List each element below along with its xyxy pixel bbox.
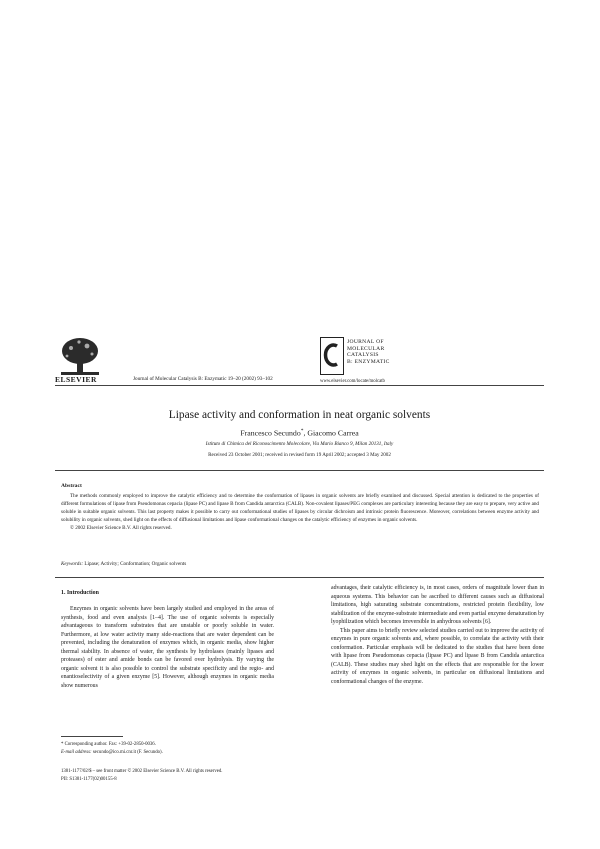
received-dates: Received 23 October 2001; received in revised form 19 April 2002; accepted 3 May 2002 bbox=[208, 452, 391, 458]
journal-logo-icon bbox=[320, 337, 344, 375]
right-column bbox=[331, 584, 544, 687]
author-carrea: Giacomo Carrea bbox=[307, 428, 359, 438]
section-heading-introduction: 1. Introduction bbox=[61, 590, 99, 596]
pii-line: PII: S1381-1177(02)00155-8 bbox=[61, 777, 117, 782]
header-divider bbox=[55, 385, 544, 386]
journal-reference: Journal of Molecular Catalysis B: Enzymatic 19–20 (2002) 93–102 bbox=[133, 376, 273, 382]
copyright-line: © 2002 Elsevier Science B.V. All rights reserved. bbox=[70, 524, 172, 531]
publisher-logo-text: ELSEVIER bbox=[55, 375, 97, 384]
issn-line: 1381-1177/02/$ – see front matter © 2002 Elsevier Science B.V. All rights reserved. bbox=[61, 769, 223, 774]
intro-paragraph-1-continued: advantages, their catalytic efficiency is, in most cases, orders of magnitude lower than in aqueous systems. This behavior can be ascribed to different causes such as diffusional limitations, high saturating substrate concentrations, restricted protein flexibility, low stabilization of the enzyme-substrate intermediate and even partial enzyme denaturation by lyophilization which becomes irreversible in anhydrous solvents [6]. bbox=[331, 585, 544, 626]
author-separator: , bbox=[303, 428, 308, 438]
abstract-bottom-divider bbox=[55, 577, 544, 578]
intro-paragraph-2: This paper aims to briefly review selected studies carried out to improve the activity of enzymes in pure organic solvents and, where possible, to correlate the activity with their conformation. Particular emphasis will be dedicated to the studies that have been done with lipase from Pseudomonas cepacia (lipase PC) and lipase B from Candida antarctica (CALB). These studies may shed light on the effects that are responsible for the lower activity of enzymes in organic solvents, in particular on diffusional limitations and conformational changes of the enzyme. bbox=[331, 627, 544, 686]
email-label: E-mail address: bbox=[61, 750, 92, 755]
journal-logo-line1: JOURNAL OF bbox=[347, 339, 384, 345]
left-column bbox=[61, 605, 274, 690]
keywords bbox=[61, 561, 186, 567]
authors bbox=[55, 428, 544, 438]
keywords-label: Keywords: bbox=[61, 561, 84, 567]
article-title: Lipase activity and conformation in neat organic solvents bbox=[168, 409, 431, 421]
corresponding-mark[interactable]: * bbox=[300, 428, 304, 434]
corresponding-author-footnote: * Corresponding author. Fax: +39-02-2850-0036. bbox=[61, 742, 156, 747]
abstract-text: The methods commonly employed to improve the catalytic efficiency and to determine the conformation of lipases in organic solvents are briefly examined and discussed. Special attention is dedicated to the properties of different formulations of lipase from Pseudomonas cepacia (lipase PC) and lipase B from Candida antarctica (CALB). Non-covalent lipases/PEG complexes are particulary interesting because they are easy to prepare, very active and soluble in suitable organic solvents. This last property makes it possible to carry out conformational studies of lipases by circular dichroism and intrinsic protein fluorescence. Moreover, correlations between enzyme activity and solubility in organic solvents, shed light on the effects of diffusional limitations and lipase conformational changes on the catalytic efficiency of enzymes in organic solvents. bbox=[61, 493, 539, 523]
journal-logo-line2: MOLECULAR bbox=[347, 345, 385, 352]
abstract-top-divider bbox=[55, 470, 544, 471]
affiliation: Istituto di Chimica del Riconoscimento Molecolare, Via Mario Bianco 9, Milan 20131, Italy bbox=[205, 441, 394, 447]
journal-url[interactable]: www.elsevier.com/locate/molcatb bbox=[320, 379, 385, 384]
intro-paragraph-1: Enzymes in organic solvents have been largely studied and employed in the areas of synthesis, food and even analysis [1–4]. The use of organic solvents is especially advantageous to transform substrates that are unstable or poorly soluble in water. Furthermore, at low water activity many side-reactions that are water dependent can be prevented, including the denaturation of enzymes which, in organic media, show higher thermal stability. In absence of water, the synthesis by hydrolases (mainly lipases and proteases) of ester and amide bonds can be favored over hydrolysis. By varying the organic solvent it is also possible to control the substrate specificity and the regio- and enantioselectivity of a given enzyme [5]. However, although enzymes in organic media show numerous bbox=[61, 606, 274, 689]
abstract-heading: Abstract bbox=[61, 483, 82, 489]
abstract-body bbox=[61, 493, 539, 533]
keywords-list: Lipase; Activity; Conformation; Organic solvents bbox=[84, 561, 187, 567]
email-address[interactable]: secundo@ico.mi.cnr.it (F. Secundo). bbox=[92, 750, 163, 755]
elsevier-tree-logo-icon bbox=[57, 336, 103, 376]
journal-logo-title bbox=[347, 339, 390, 365]
email-footnote bbox=[61, 750, 163, 755]
journal-logo-line3: CATALYSIS bbox=[347, 352, 379, 359]
footnote-rule bbox=[61, 736, 123, 737]
author-secundo: Francesco Secundo bbox=[240, 428, 301, 438]
journal-logo-line4: B: ENZYMATIC bbox=[347, 358, 390, 365]
